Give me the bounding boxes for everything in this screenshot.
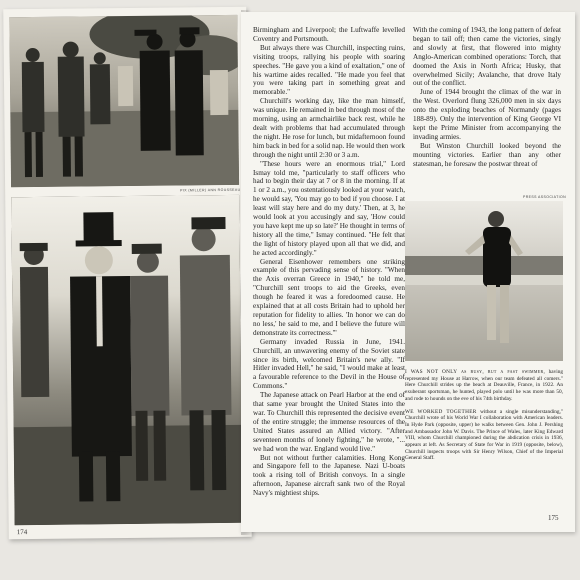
col1-paragraph: The Japanese attack on Pearl Harbor at the end of that same year brought the United States into the war. To Churchill this represented the decisive event of the entire struggle; the immense resources of the United States assured an Allied victory. "After seventeen months of lonely fighting," he wrote, "... we had won the war. England would live." — [253, 391, 405, 453]
photo-captions — [405, 369, 563, 468]
photo-troop-inspection-illustration — [11, 195, 242, 525]
caption-worked-together — [405, 409, 563, 463]
right-page-number: 175 — [548, 514, 559, 522]
caption-swimmer-text: having represented my House at Harrow, when our team defeated all comers." Here Churchill strides up the beach at Deauville, France, in 1922. An exuberant sportsman, he hunted, played polo until he was more than 50, and rode to hounds on the eve of his 74th birthday. — [405, 369, 563, 402]
col2-paragraph: With the coming of 1943, the long pattern of defeat began to tail off; then came the victories, singly and slowly at first, that flowered into mighty Anglo-American combined operations: Torch, that doomed the Axis in North Africa; Husky, that overwhelmed Sicily; Avalanche, that drove Italy out of the conflict. — [413, 26, 561, 88]
text-column-1 — [253, 26, 405, 498]
top-photo-credit: PIX (MILLER) ANN ROUSSEAU — [180, 187, 241, 193]
caption-worked-together-lead: WE WORKED TOGETHER — [405, 408, 477, 415]
col1-paragraph: Birmingham and Liverpool; the Luftwaffe levelled Coventry and Portsmouth. — [253, 26, 405, 43]
photo-churchill-beach-illustration — [405, 201, 563, 361]
photo-troop-inspection — [11, 195, 242, 525]
left-page — [3, 7, 252, 540]
col1-paragraph: Churchill's working day, like the man himself, was unique. He remained in bed through most of the morning, using an armchairlike back rest, while he dealt with problems that had accumulated through the night. He rose for lunch, but midafternoon found him back in bed for a solid nap. He would then work through the night until 2:30 or 3 a.m. — [253, 97, 405, 159]
col1-paragraph: General Eisenhower remembers one striking example of this pervading sense of history. "When the Axis overran Greece in 1940," he told me, "Churchill sent troops to aid the Greeks, even though he feared it was a foredoomed cause. He explained that at all costs Britain had to uphold her reputation for fidelity to allies. 'In honor we can do no less,' he said to me, and I believe the future will demonstrate its correctness.'" — [253, 257, 405, 337]
col1-paragraph: But always there was Churchill, inspecting ruins, visiting troops, rallying his people with soaring speeches. "He gave you a kind of exaltation," one of his wartime aides recalled. "He made you feel that you were taking part in something great and memorable." — [253, 43, 405, 97]
caption-worked-together-text: without a single misunderstanding," Churchill wrote of his World War I collaboration with American leaders. In Hyde Park (opposite, upper) he walks between Gen. John J. Pershing and Ambassador John W. Davis. The Prince of Wales, later King Edward VIII, whom Churchill championed during the abdication crisis in 1936, appears at left. As Secretary of State for War in 1919 (opposite, below), Churchill inspects troops with Sir Henry Wilson, Chief of the Imperial General Staff. — [405, 408, 563, 462]
caption-swimmer — [405, 369, 563, 403]
col1-paragraph: Germany invaded Russia in June, 1941. Churchill, an unwavering enemy of the Soviet state since its birth, welcomed Britain's new ally. "If Hitler invaded Hell," he said, "I would make at least a favourable reference to the Devil in the House of Commons." — [253, 337, 405, 391]
col2-paragraph: But Winston Churchill looked beyond the mounting victories. Earlier than any other statesman, he foresaw the postwar threat of — [413, 141, 561, 168]
text-column-2 — [413, 26, 561, 169]
caption-swimmer-lead: I WAS NOT ONLY as busy, but a fast swimmer, — [405, 369, 546, 375]
col1-paragraph: "These hours were an enormous trial," Lord Ismay told me, "particularly to staff officers who had to begin their day at 7 or 8 in the morning. If at 1 or 2 a.m., you ostentatiously looked at your watch, he would say, 'You may go to bed if you choose. I at least will stay here and do my duty.' Then, at 3, he would look at you accusingly and say, 'How could you have kept me up so late?' He thought in terms of history all the time," Ismay continued. "He felt that the light of history played upon all that we did, and he acted accordingly." — [253, 159, 405, 257]
photo-churchill-beach — [405, 201, 563, 361]
swimmer-photo-credit: PRESS ASSOCIATION — [523, 195, 567, 199]
photo-hyde-park — [9, 15, 239, 187]
col2-paragraph: June of 1944 brought the climax of the war in the West. Overlord flung 326,000 men in six days onto the exploding beaches of Normandy (pages 188-89). Only the intervention of King George VI kept the Prime Minister from accompanying the invading armies. — [413, 88, 561, 141]
photo-hyde-park-illustration — [9, 15, 239, 187]
right-page — [241, 12, 575, 532]
left-page-number: 174 — [16, 528, 28, 537]
col1-paragraph: But not without further calamities. Hong Kong and Singapore fell to the Japanese. Nazi U-boats took a rising toll of British convoys. In a single afternoon, Japanese aircraft sank two of the Royal Navy's mightiest ships. — [253, 453, 405, 498]
